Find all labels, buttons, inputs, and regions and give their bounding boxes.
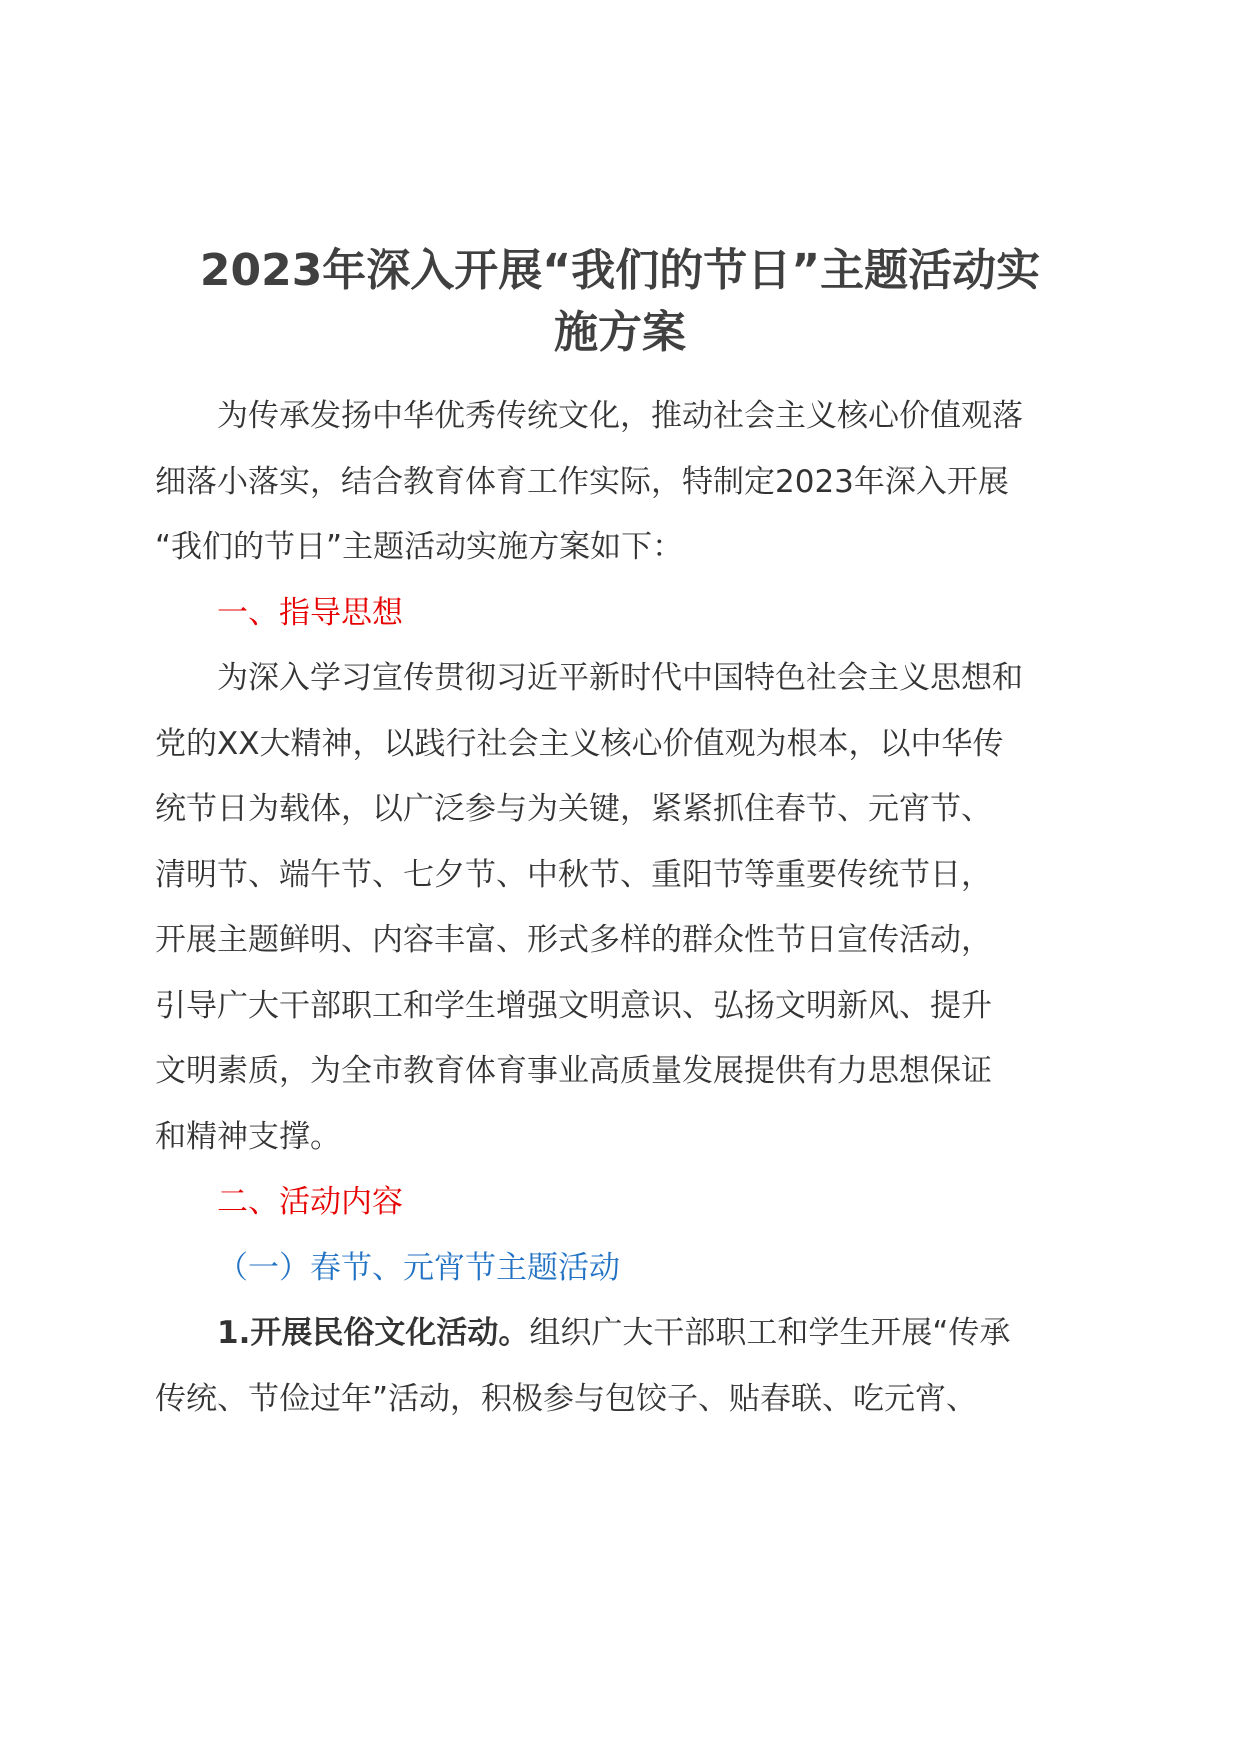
section-heading-activity-content: 二、活动内容	[217, 1184, 403, 1220]
document-title	[155, 240, 1085, 364]
guiding-ideology-line: 引导广大干部职工和学生增强文明意识、弘扬文明新风、提升	[155, 987, 992, 1024]
guiding-ideology-line: 开展主题鲜明、内容丰富、形式多样的群众性节日宣传活动，	[155, 922, 992, 958]
guiding-ideology-line: 清明节、端午节、七夕节、中秋节、重阳节等重要传统节日，	[155, 856, 992, 893]
item-folk-culture-text: 组织广大干部职工和学生开展“传承	[529, 1315, 1011, 1351]
intro-line: 细落小落实，结合教育体育工作实际，特制定2023年深入开展	[155, 463, 1009, 500]
guiding-ideology-paragraph	[155, 646, 1085, 1170]
item-folk-culture-line	[155, 1301, 1085, 1367]
title-line-1: 2023年深入开展“我们的节日”主题活动实	[199, 245, 1041, 296]
guiding-ideology-line: 和精神支撑。	[155, 1118, 341, 1155]
intro-line: “我们的节日”主题活动实施方案如下：	[155, 529, 684, 565]
title-line-2: 施方案	[554, 307, 686, 358]
document-content	[155, 240, 1085, 1432]
guiding-ideology-line: 为深入学习宣传贯彻习近平新时代中国特色社会主义思想和	[217, 660, 1023, 696]
item-folk-culture-paragraph	[155, 1301, 1085, 1432]
guiding-ideology-line: 文明素质，为全市教育体育事业高质量发展提供有力思想保证	[155, 1053, 992, 1089]
item-folk-culture-lead: 1.开展民俗文化活动。	[217, 1315, 530, 1351]
intro-line: 为传承发扬中华优秀传统文化，推动社会主义核心价值观落	[217, 398, 1023, 434]
intro-paragraph	[155, 384, 1085, 581]
subsection-heading-spring-festival: （一）春节、元宵节主题活动	[217, 1249, 620, 1286]
guiding-ideology-line: 党的XX大精神，以践行社会主义核心价值观为根本，以中华传	[155, 725, 1004, 762]
section-heading-guiding-ideology: 一、指导思想	[217, 594, 403, 631]
item-folk-culture-line: 传统、节俭过年”活动，积极参与包饺子、贴春联、吃元宵、	[155, 1380, 978, 1417]
guiding-ideology-line: 统节日为载体，以广泛参与为关键，紧紧抓住春节、元宵节、	[155, 791, 992, 827]
